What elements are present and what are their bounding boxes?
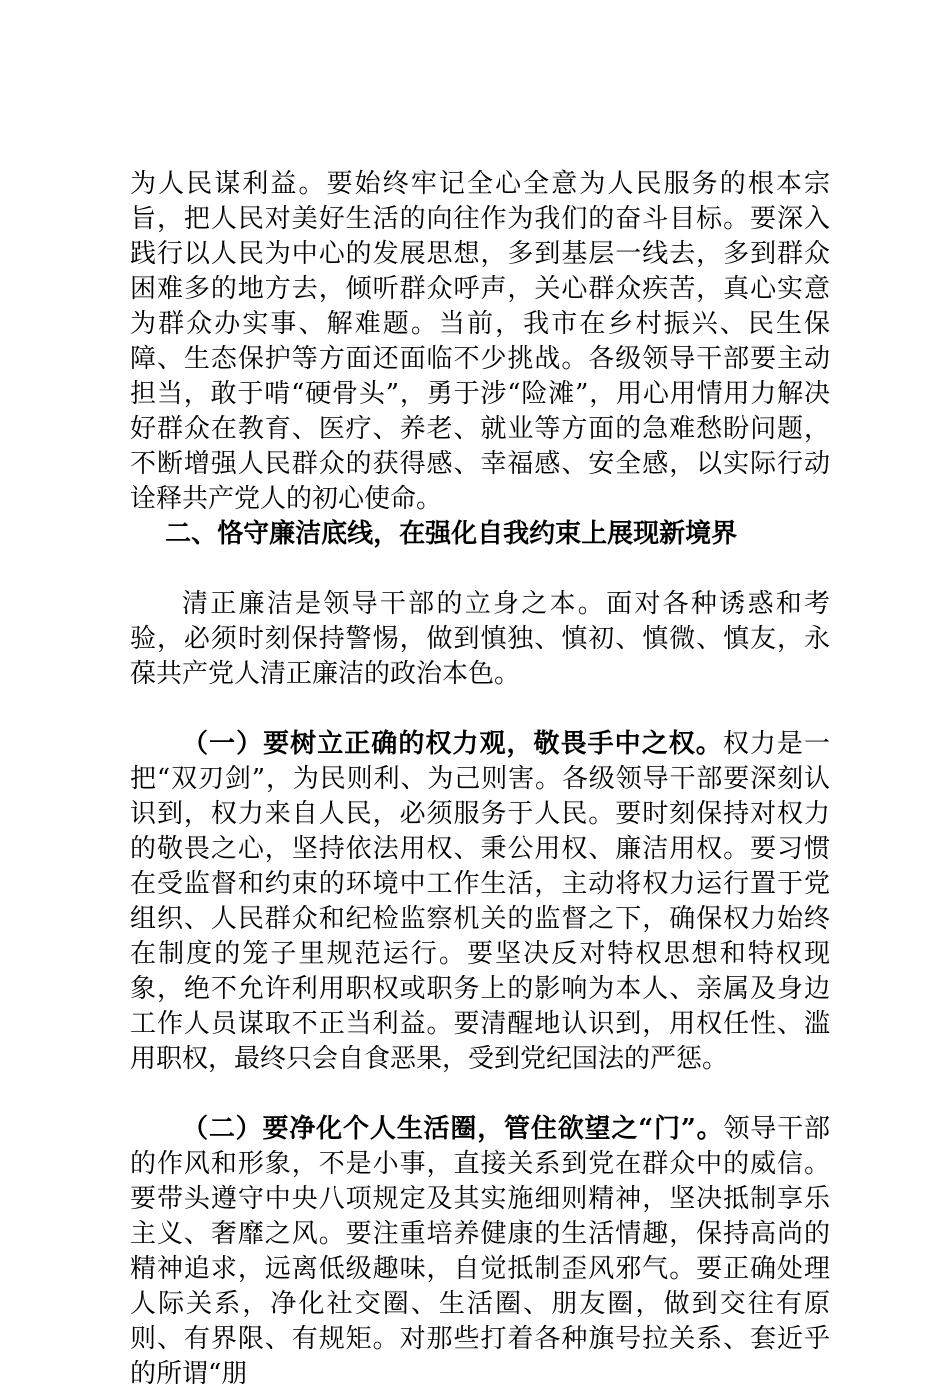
section-heading-integrity: 二、恪守廉洁底线，在强化自我约束上展现新境界	[165, 519, 738, 549]
item-lead-life-circle: （二）要净化个人生活圈，管住欲望之“门”。	[182, 1114, 724, 1144]
paragraph-life-circle	[130, 1112, 830, 1392]
paragraph-power-view	[130, 727, 830, 1077]
item-text-power-view: 权力是一把“双刃剑”，为民则利、为己则害。各级领导干部要深刻认识到，权力来自人民，必须服务于人民。要时刻保持对权力的敬畏之心，坚持依法用权、秉公用权、廉洁用权。要习惯在受监督和约束的环境中工作生活，主动将权力运行置于党组织、人民群众和纪检监察机关的监督之下，确保权力始终在制度的笼子里规范运行。要坚决反对特权思想和特权现象，绝不允许利用职权或职务上的影响为本人、亲属及身边工作人员谋取不正当利益。要清醒地认识到，用权任性、滥用职权，最终只会自食恶果，受到党纪国法的严惩。	[130, 729, 830, 1074]
paragraph-integrity-intro: 清正廉洁是领导干部的立身之本。面对各种诱惑和考验，必须时刻保持警惕，做到慎独、慎初、慎微、慎友，永葆共产党人清正廉洁的政治本色。	[130, 589, 830, 689]
document-page	[130, 167, 830, 1392]
item-text-life-circle: 领导干部的作风和形象，不是小事，直接关系到党在群众中的威信。要带头遵守中央八项规定及其实施细则精神，坚决抵制享乐主义、奢靡之风。要注重培养健康的生活情趣，保持高尚的精神追求，远离低级趣味，自觉抵制歪风邪气。要正确处理人际关系，净化社交圈、生活圈、朋友圈，做到交往有原则、有界限、有规矩。对那些打着各种旗号拉关系、套近乎的所谓“朋	[130, 1114, 830, 1389]
paragraph-people-service: 为人民谋利益。要始终牢记全心全意为人民服务的根本宗旨，把人民对美好生活的向往作为我们的奋斗目标。要深入践行以人民为中心的发展思想，多到基层一线去，多到群众困难多的地方去，倾听群众呼声，关心群众疾苦，真心实意为群众办实事、解难题。当前，我市在乡村振兴、民生保障、生态保护等方面还面临不少挑战。各级领导干部要主动担当，敢于啃“硬骨头”，勇于涉“险滩”，用心用情用力解决好群众在教育、医疗、养老、就业等方面的急难愁盼问题，不断增强人民群众的获得感、幸福感、安全感，以实际行动诠释共产党人的初心使命。	[130, 169, 830, 514]
item-lead-power-view: （一）要树立正确的权力观，敬畏手中之权。	[182, 729, 723, 759]
